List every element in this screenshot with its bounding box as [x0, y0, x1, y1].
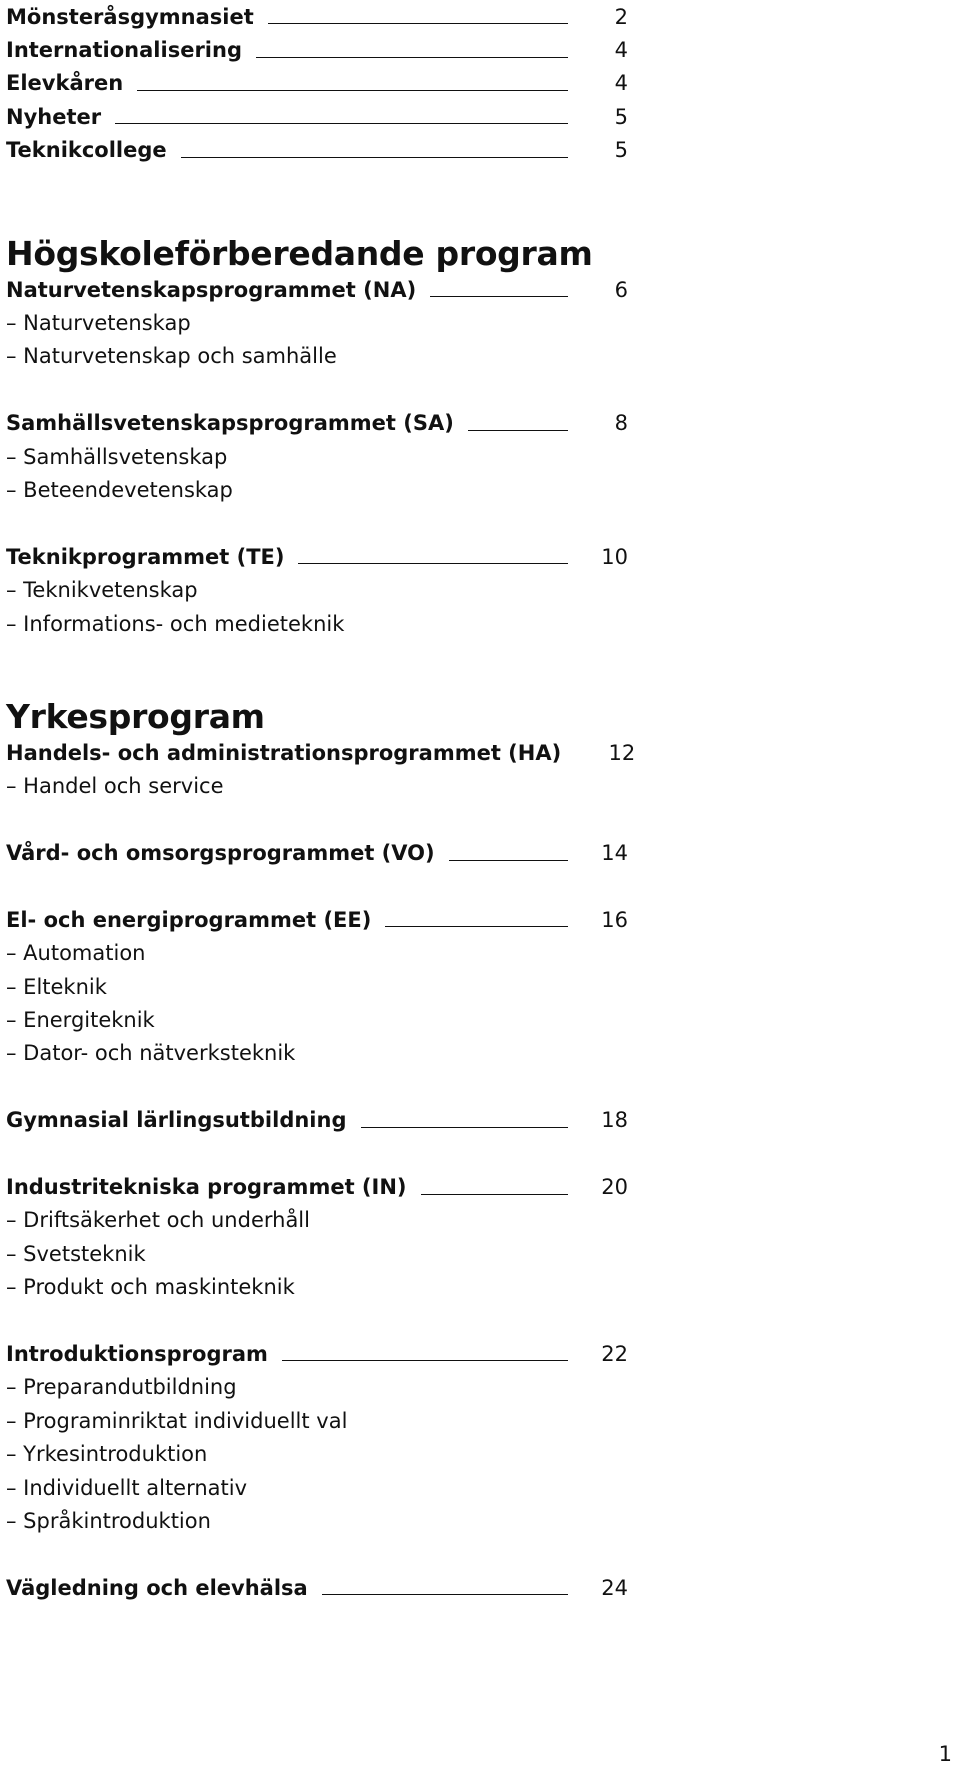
toc-sub-entry[interactable]: – Programinriktat individuellt val	[6, 1408, 348, 1433]
toc-entry-front[interactable]	[6, 33, 628, 66]
toc-entry-title: Samhällsvetenskapsprogrammet (SA)	[6, 411, 454, 436]
toc-entry-program[interactable]	[6, 540, 628, 573]
leader-line	[181, 157, 568, 158]
toc-entry-page: 18	[601, 1108, 628, 1133]
spacer	[6, 803, 628, 836]
leader-line	[256, 57, 568, 58]
leader-line	[268, 23, 568, 24]
section-heading: Högskoleförberedande program	[6, 233, 593, 273]
toc-sub-entry[interactable]: – Individuellt alternativ	[6, 1475, 248, 1500]
leader-line	[449, 860, 568, 861]
toc-entry-title: Nyheter	[6, 104, 102, 129]
toc-sub-entry[interactable]: – Elteknik	[6, 974, 107, 999]
toc-sub-entry[interactable]: – Samhällsvetenskap	[6, 444, 228, 469]
toc-entry-page: 8	[614, 411, 628, 436]
toc-entry-program[interactable]	[6, 1337, 628, 1370]
spacer	[6, 167, 628, 233]
toc-sub-entry[interactable]: – Driftsäkerhet och underhåll	[6, 1208, 310, 1233]
toc-entry-page: 4	[614, 71, 628, 96]
toc-entry-page: 5	[614, 104, 628, 129]
section-heading: Yrkesprogram	[6, 697, 265, 737]
toc-entry-page: 14	[601, 841, 628, 866]
toc-sub-entry[interactable]: – Yrkesintroduktion	[6, 1442, 208, 1467]
toc-entry-page: 24	[601, 1575, 628, 1600]
toc-sub-entry[interactable]: – Naturvetenskap och samhälle	[6, 344, 337, 369]
toc-entry-page: 2	[614, 4, 628, 29]
toc-entry-title: Industritekniska programmet (IN)	[6, 1175, 407, 1200]
toc-entry-title: Naturvetenskapsprogrammet (NA)	[6, 277, 417, 302]
page-number: 1	[938, 1742, 952, 1766]
toc-entry-page: 16	[601, 907, 628, 932]
toc-entry-title: Teknikcollege	[6, 138, 167, 163]
toc-sub-entry[interactable]: – Handel och service	[6, 774, 224, 799]
leader-line	[361, 1127, 569, 1128]
leader-line	[430, 296, 568, 297]
leader-line	[385, 926, 568, 927]
leader-line	[137, 90, 568, 91]
table-of-contents	[6, 0, 636, 1604]
leader-line	[282, 1360, 568, 1361]
toc-entry-title: Handels- och administrationsprogrammet (HA)	[6, 740, 562, 765]
toc-entry-front[interactable]	[6, 134, 628, 167]
toc-entry-title: Teknikprogrammet (TE)	[6, 544, 285, 569]
spacer	[6, 373, 628, 406]
toc-entry-program[interactable]	[6, 1104, 628, 1137]
toc-sub-entry[interactable]: – Informations- och medieteknik	[6, 611, 345, 636]
toc-entry-front[interactable]	[6, 100, 628, 133]
spacer	[6, 870, 628, 903]
spacer	[6, 507, 628, 540]
toc-entry-program[interactable]	[6, 1571, 628, 1604]
toc-sub-entry[interactable]: – Teknikvetenskap	[6, 578, 198, 603]
toc-entry-page: 20	[601, 1175, 628, 1200]
toc-sub-entry[interactable]: – Språkintroduktion	[6, 1508, 211, 1533]
toc-entry-page: 10	[601, 544, 628, 569]
leader-line	[115, 123, 568, 124]
toc-entry-program[interactable]	[6, 273, 628, 306]
leader-line	[468, 430, 568, 431]
toc-entry-program[interactable]	[6, 836, 628, 869]
spacer	[6, 640, 628, 696]
toc-entry-program[interactable]	[6, 903, 628, 936]
toc-entry-program[interactable]	[6, 407, 628, 440]
toc-entry-front[interactable]	[6, 67, 628, 100]
toc-entry-title: Introduktionsprogram	[6, 1341, 268, 1366]
toc-entry-program[interactable]	[6, 736, 636, 769]
toc-sub-entry[interactable]: – Svetsteknik	[6, 1241, 146, 1266]
spacer	[6, 1070, 628, 1103]
toc-entry-page: 6	[614, 277, 628, 302]
spacer	[6, 1137, 628, 1170]
toc-sub-entry[interactable]: – Produkt och maskinteknik	[6, 1275, 295, 1300]
spacer	[6, 1304, 628, 1337]
toc-sub-entry[interactable]: – Energiteknik	[6, 1008, 155, 1033]
toc-sub-entry[interactable]: – Naturvetenskap	[6, 311, 191, 336]
toc-sub-entry[interactable]: – Beteendevetenskap	[6, 477, 233, 502]
toc-sub-entry[interactable]: – Preparandutbildning	[6, 1375, 237, 1400]
leader-line	[298, 563, 568, 564]
toc-entry-title: Internationalisering	[6, 38, 242, 63]
toc-entry-title: Elevkåren	[6, 71, 124, 96]
toc-entry-page: 22	[601, 1341, 628, 1366]
toc-entry-program[interactable]	[6, 1170, 628, 1203]
spacer	[6, 1538, 628, 1571]
toc-entry-title: El- och energiprogrammet (EE)	[6, 907, 372, 932]
toc-entry-title: Mönsteråsgymnasiet	[6, 4, 254, 29]
leader-line	[322, 1594, 568, 1595]
toc-entry-title: Vägledning och elevhälsa	[6, 1575, 308, 1600]
toc-sub-entry[interactable]: – Dator- och nätverksteknik	[6, 1041, 296, 1066]
toc-sub-entry[interactable]: – Automation	[6, 941, 146, 966]
toc-entry-page: 5	[614, 138, 628, 163]
toc-entry-title: Gymnasial lärlingsutbildning	[6, 1108, 347, 1133]
toc-entry-page: 4	[614, 38, 628, 63]
leader-line	[421, 1194, 569, 1195]
toc-entry-page: 12	[608, 740, 636, 765]
toc-entry-front[interactable]	[6, 0, 628, 33]
toc-entry-title: Vård- och omsorgsprogrammet (VO)	[6, 841, 435, 866]
